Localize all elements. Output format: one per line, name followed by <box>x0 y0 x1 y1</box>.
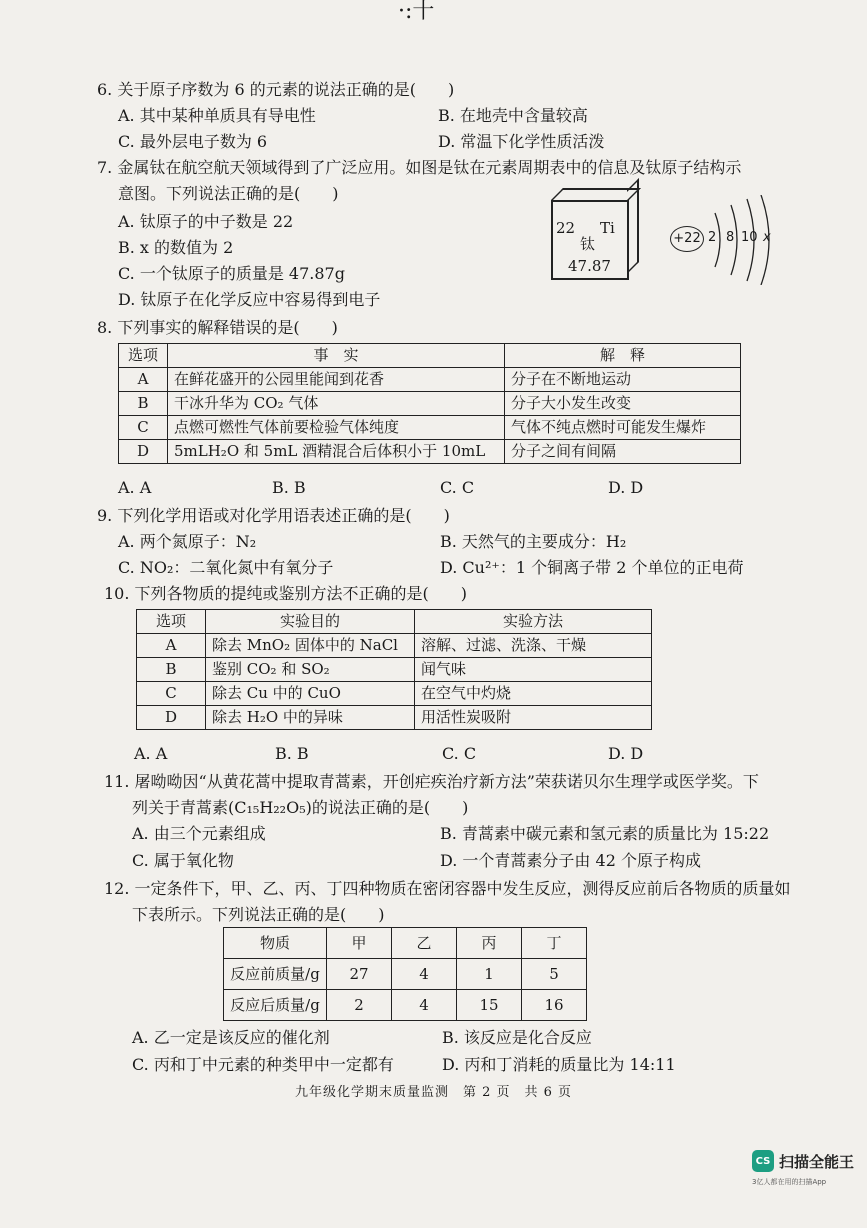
q8-option-a: A. A <box>118 478 152 497</box>
q6-option-a: A. 其中某种单质具有导电性 <box>118 106 316 125</box>
q8-header-fact: 事 实 <box>168 344 505 368</box>
page-footer: 九年级化学期末质量监测 第 2 页 共 6 页 <box>294 1085 573 1100</box>
q7-stem-line1: 7. 金属钛在航空航天领域得到了广泛应用。如图是钛在元素周期表中的信息及钛原子结构示 <box>97 158 742 177</box>
q12-table <box>223 927 587 1021</box>
q12-header-ding: 丁 <box>522 928 587 959</box>
q11-option-b: B. 青蒿素中碳元素和氢元素的质量比为 15:22 <box>440 824 770 843</box>
q10-row-a-purpose: 除去 MnO₂ 固体中的 NaCl <box>206 634 415 658</box>
atom-nucleus: +22 <box>670 226 704 252</box>
q12-option-a: A. 乙一定是该反应的催化剂 <box>132 1028 330 1047</box>
q6-stem: 6. 关于原子序数为 6 的元素的说法正确的是( ) <box>97 80 455 99</box>
q10-header-option: 选项 <box>137 610 206 634</box>
brand-tagline: 3亿人都在用的扫描App <box>752 1178 827 1186</box>
q10-option-a: A. A <box>134 744 168 763</box>
q10-table <box>136 609 652 730</box>
q8-row-a-fact: 在鲜花盛开的公园里能闻到花香 <box>168 368 505 392</box>
camscanner-logo-icon: CS <box>752 1150 774 1172</box>
q8-table <box>118 343 741 464</box>
q8-row-b-option: B <box>119 392 168 416</box>
q8-option-c: C. C <box>440 478 475 497</box>
q8-row-c-fact: 点燃可燃性气体前要检验气体纯度 <box>168 416 505 440</box>
q8-header-option: 选项 <box>119 344 168 368</box>
q8-stem: 8. 下列事实的解释错误的是( ) <box>97 318 338 337</box>
q8-row-a-option: A <box>119 368 168 392</box>
q11-option-d: D. 一个青蒿素分子由 42 个原子构成 <box>440 851 701 870</box>
q7-option-b: B. x 的数值为 2 <box>118 238 234 257</box>
q12-after-ding: 16 <box>522 990 587 1021</box>
q8-row-a-explanation: 分子在不断地运动 <box>505 368 741 392</box>
q12-before-ding: 5 <box>522 959 587 990</box>
q8-option-d: D. D <box>608 478 644 497</box>
element-name: 钛 <box>580 235 596 253</box>
q10-stem: 10. 下列各物质的提纯或鉴别方法不正确的是( ) <box>104 584 468 603</box>
q9-option-a: A. 两个氮原子：N₂ <box>118 532 257 551</box>
q11-option-c: C. 属于氧化物 <box>132 851 234 870</box>
q12-after-jia: 2 <box>327 990 392 1021</box>
q12-header-yi: 乙 <box>392 928 457 959</box>
q10-row-c-option: C <box>137 682 206 706</box>
element-mass: 47.87 <box>568 257 611 275</box>
q11-option-a: A. 由三个元素组成 <box>132 824 266 843</box>
q6-option-c: C. 最外层电子数为 6 <box>118 132 268 151</box>
q12-stem-line1: 12. 一定条件下，甲、乙、丙、丁四种物质在密闭容器中发生反应，测得反应前后各物质的质量如 <box>104 879 791 898</box>
q12-header-substance: 物质 <box>224 928 327 959</box>
q12-row-after-label: 反应后质量/g <box>224 990 327 1021</box>
q10-row-b-purpose: 鉴别 CO₂ 和 SO₂ <box>206 658 415 682</box>
q11-stem-line2: 列关于青蒿素(C₁₅H₂₂O₅)的说法正确的是( ) <box>132 798 469 817</box>
q10-row-d-purpose: 除去 H₂O 中的异味 <box>206 706 415 730</box>
q7-option-a: A. 钛原子的中子数是 22 <box>118 212 294 231</box>
q7-option-d: D. 钛原子在化学反应中容易得到电子 <box>118 290 381 309</box>
q9-option-c: C. NO₂：二氧化氮中有氧分子 <box>118 558 334 577</box>
q7-option-c: C. 一个钛原子的质量是 47.87g <box>118 264 345 283</box>
q12-after-bing: 15 <box>457 990 522 1021</box>
q12-header-bing: 丙 <box>457 928 522 959</box>
q9-option-b: B. 天然气的主要成分：H₂ <box>440 532 627 551</box>
q10-header-purpose: 实验目的 <box>206 610 415 634</box>
q12-option-d: D. 丙和丁消耗的质量比为 14:11 <box>442 1055 676 1074</box>
brand-name: 扫描全能王 <box>779 1152 855 1171</box>
q10-row-c-purpose: 除去 Cu 中的 CuO <box>206 682 415 706</box>
header-mark: ·:十 <box>398 0 435 24</box>
q12-before-bing: 1 <box>457 959 522 990</box>
q12-after-yi: 4 <box>392 990 457 1021</box>
q10-row-a-option: A <box>137 634 206 658</box>
q10-header-method: 实验方法 <box>415 610 652 634</box>
q9-stem: 9. 下列化学用语或对化学用语表述正确的是( ) <box>97 506 450 525</box>
q10-option-b: B. B <box>275 744 309 763</box>
q6-option-b: B. 在地壳中含量较高 <box>438 106 588 125</box>
shell-3-electrons: 10 <box>741 230 758 245</box>
element-symbol: Ti <box>600 219 615 237</box>
q10-option-d: D. D <box>608 744 644 763</box>
q8-row-c-explanation: 气体不纯点燃时可能发生爆炸 <box>505 416 741 440</box>
q12-before-yi: 4 <box>392 959 457 990</box>
q7-stem-line2: 意图。下列说法正确的是( ) <box>118 184 339 203</box>
q8-row-d-explanation: 分子之间有间隔 <box>505 440 741 464</box>
q10-row-a-method: 溶解、过滤、洗涤、干燥 <box>415 634 652 658</box>
element-number: 22 <box>556 219 576 237</box>
q8-row-b-explanation: 分子大小发生改变 <box>505 392 741 416</box>
q8-header-explanation: 解 释 <box>505 344 741 368</box>
shell-4-electrons: x <box>763 230 771 245</box>
q10-row-b-option: B <box>137 658 206 682</box>
q11-stem-line1: 11. 屠呦呦因“从黄花蒿中提取青蒿素，开创疟疾治疗新方法”荣获诺贝尔生理学或医学奖。下 <box>104 772 759 791</box>
q12-option-b: B. 该反应是化合反应 <box>442 1028 592 1047</box>
q8-option-b: B. B <box>272 478 306 497</box>
shell-2-electrons: 8 <box>726 230 735 245</box>
shell-1-electrons: 2 <box>708 230 717 245</box>
q12-header-jia: 甲 <box>327 928 392 959</box>
q12-before-jia: 27 <box>327 959 392 990</box>
q9-option-d: D. Cu²⁺：1 个铜离子带 2 个单位的正电荷 <box>440 558 744 577</box>
q10-row-c-method: 在空气中灼烧 <box>415 682 652 706</box>
q12-stem-line2: 下表所示。下列说法正确的是( ) <box>132 905 385 924</box>
q12-row-before-label: 反应前质量/g <box>224 959 327 990</box>
q8-row-c-option: C <box>119 416 168 440</box>
q12-option-c: C. 丙和丁中元素的种类甲中一定都有 <box>132 1055 394 1074</box>
scanner-brand <box>752 1150 854 1172</box>
q10-option-c: C. C <box>442 744 477 763</box>
q8-row-d-option: D <box>119 440 168 464</box>
q10-row-d-option: D <box>137 706 206 730</box>
q10-row-b-method: 闻气味 <box>415 658 652 682</box>
q8-row-b-fact: 干冰升华为 CO₂ 气体 <box>168 392 505 416</box>
q6-option-d: D. 常温下化学性质活泼 <box>438 132 605 151</box>
q10-row-d-method: 用活性炭吸附 <box>415 706 652 730</box>
q8-row-d-fact: 5mLH₂O 和 5mL 酒精混合后体积小于 10mL <box>168 440 505 464</box>
